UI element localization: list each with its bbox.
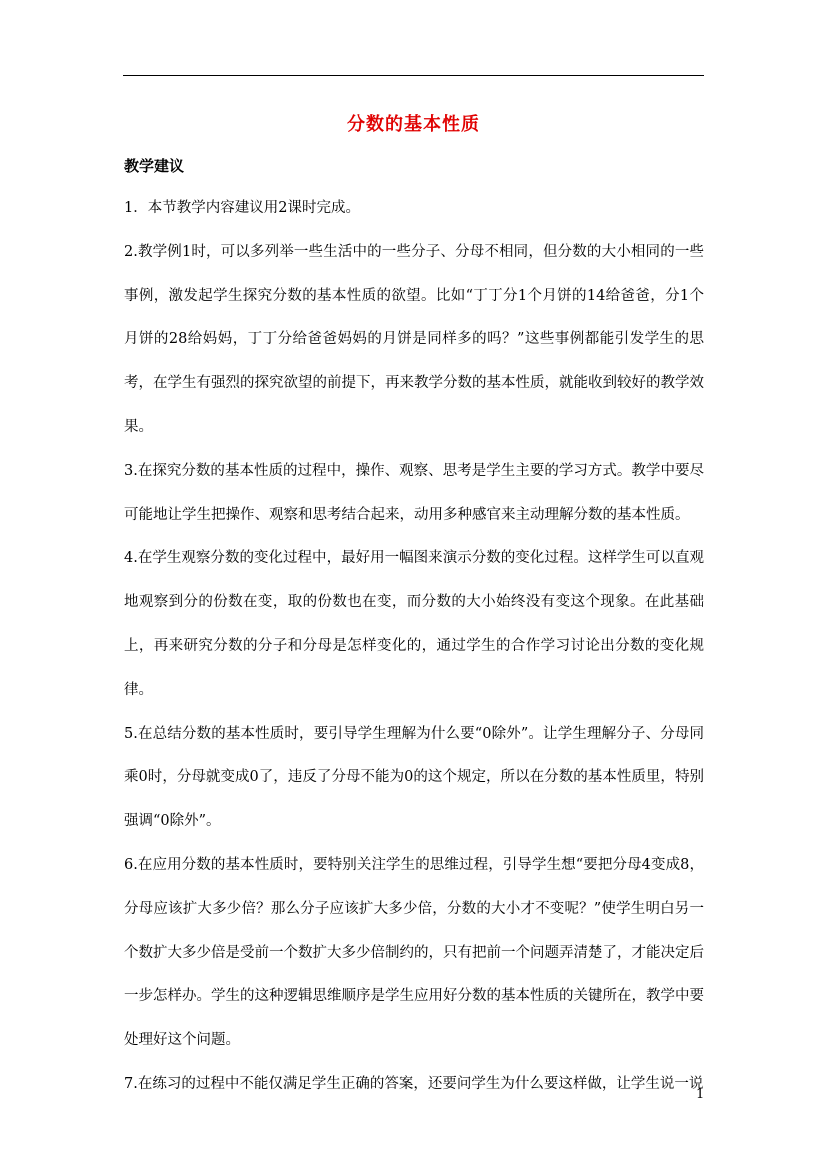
document-body	[124, 187, 704, 1107]
paragraph-2: 2.教学例1时，可以多列举一些生活中的一些分子、分母不相同，但分数的大小相同的一些事例，激发起学生探究分数的基本性质的欲望。比如“丁丁分1个月饼的14给爸爸，分1个月饼的28给妈妈，丁丁分给爸爸妈妈的月饼是同样多的吗？”这些事例都能引发学生的思考，在学生有强烈的探究欲望的前提下，再来教学分数的基本性质，就能收到较好的教学效果。	[124, 243, 704, 435]
paragraph-7: 7.在练习的过程中不能仅满足学生正确的答案，还要问学生为什么要这样做，让学生说一说	[124, 1075, 704, 1092]
paragraph-1: 1．本节教学内容建议用2课时完成。	[124, 200, 360, 216]
section-heading: 教学建议	[124, 157, 185, 175]
header-rule	[123, 75, 704, 76]
paragraph-5: 5.在总结分数的基本性质时，要引导学生理解为什么要“0除外”。让学生理解分子、分母同乘0时，分母就变成0了，违反了分母不能为0的这个规定，所以在分数的基本性质里，特别强调“0除外”。	[124, 725, 704, 830]
paragraph-4: 4.在学生观察分数的变化过程中，最好用一幅图来演示分数的变化过程。这样学生可以直观地观察到分的份数在变，取的份数也在变，而分数的大小始终没有变这个现象。在此基础上，再来研究分数的分子和分母是怎样变化的，通过学生的合作学习讨论出分数的变化规律。	[124, 550, 704, 698]
page-number: 1	[696, 1087, 705, 1102]
document-title: 分数的基本性质	[347, 114, 480, 135]
paragraph-6: 6.在应用分数的基本性质时，要特别关注学生的思维过程，引导学生想“要把分母4变成8，分母应该扩大多少倍？那么分子应该扩大多少倍，分数的大小才不变呢？”使学生明白另一个数扩大多少倍是受前一个数扩大多少倍制约的，只有把前一个问题弄清楚了，才能决定后一步怎样办。学生的这种逻辑思维顺序是学生应用好分数的基本性质的关键所在，教学中要处理好这个问题。	[124, 856, 704, 1049]
paragraph-3: 3.在探究分数的基本性质的过程中，操作、观察、思考是学生主要的学习方式。教学中要尽可能地让学生把操作、观察和思考结合起来，动用多种感官来主动理解分数的基本性质。	[124, 462, 704, 523]
